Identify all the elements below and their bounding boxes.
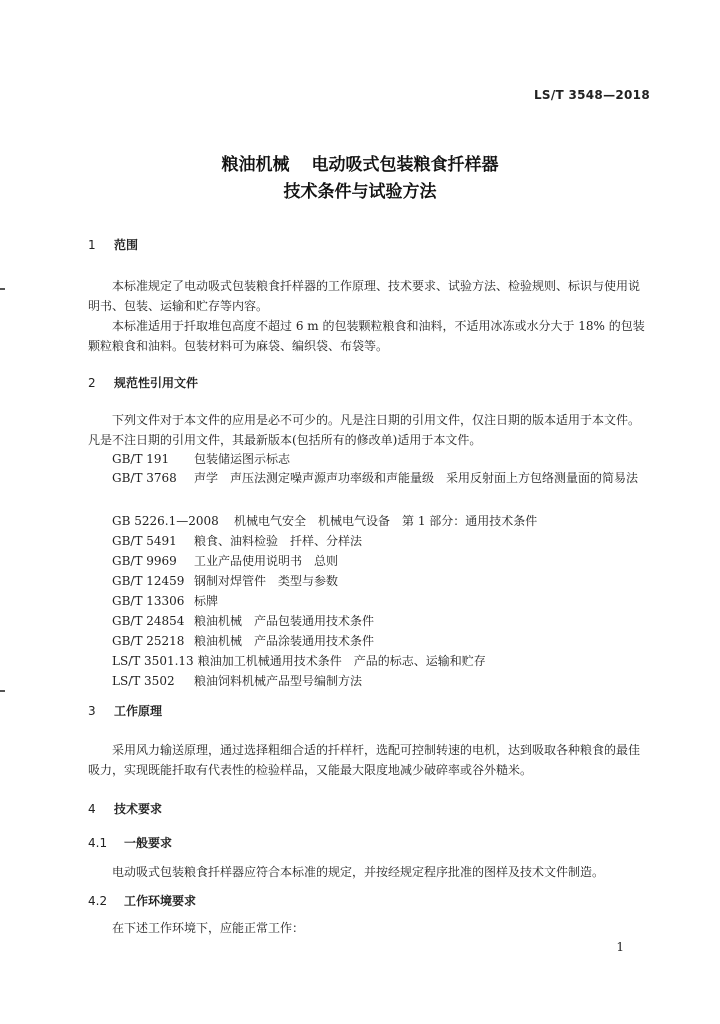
reference-item xyxy=(112,652,486,669)
section-title: 工作环境要求 xyxy=(124,894,197,908)
reference-name: 钢制对焊管件 类型与参数 xyxy=(194,574,339,588)
reference-code: GB/T 25218 xyxy=(112,634,185,648)
section-title: 工作原理 xyxy=(114,704,163,718)
reference-name: 粮食、油料检验 扦样、分样法 xyxy=(194,534,363,548)
section-2-heading xyxy=(88,374,198,391)
reference-code: GB/T 12459 xyxy=(112,574,185,588)
page-number: 1 xyxy=(616,940,624,954)
reference-name: 粮油机械 产品涂装通用技术条件 xyxy=(194,634,375,648)
title-part2: 电动吸式包装粮食扦样器 xyxy=(311,155,499,175)
reference-name: 标牌 xyxy=(194,594,219,608)
section-4-heading xyxy=(88,800,162,817)
reference-name: 工业产品使用说明书 总则 xyxy=(194,554,339,568)
section-title: 规范性引用文件 xyxy=(114,376,199,390)
reference-code: GB/T 3768 xyxy=(112,471,177,485)
reference-name: 粮油机械 产品包装通用技术条件 xyxy=(194,614,375,628)
section-number: 1 xyxy=(88,238,96,252)
reference-code: GB 5226.1—2008 xyxy=(112,514,219,528)
section-number: 2 xyxy=(88,376,96,390)
reference-item xyxy=(88,468,648,488)
section-1-heading xyxy=(88,236,138,253)
reference-code: GB/T 24854 xyxy=(112,614,185,628)
reference-item xyxy=(112,532,362,549)
reference-item xyxy=(112,632,374,649)
section-title: 范围 xyxy=(114,238,139,252)
reference-item xyxy=(112,552,338,569)
document-title-line2: 技术条件与试验方法 xyxy=(283,182,437,202)
reference-code: LS/T 3501.13 xyxy=(112,654,194,668)
reference-item xyxy=(112,612,374,629)
section-2-paragraph-1: 下列文件对于本文件的应用是必不可少的。凡是注日期的引用文件，仅注日期的版本适用于本文件。凡是不注日期的引用文件，其最新版本(包括所有的修改单)适用于本文件。 xyxy=(88,413,641,447)
section-number: 4.1 xyxy=(88,836,108,850)
section-number: 4 xyxy=(88,802,96,816)
section-number: 4.2 xyxy=(88,894,108,908)
standard-code: LS/T 3548—2018 xyxy=(533,88,650,102)
document-title-line1 xyxy=(0,150,720,175)
reference-name: 机械电气安全 机械电气设备 第 1 部分：通用技术条件 xyxy=(234,514,538,528)
title-part1: 粮油机械 xyxy=(221,155,290,175)
section-title: 技术要求 xyxy=(114,802,163,816)
reference-code: GB/T 5491 xyxy=(112,534,177,548)
reference-item xyxy=(112,572,338,589)
section-4-1-paragraph-1: 电动吸式包装粮食扦样器应符合本标准的规定，并按经规定程序批准的图样及技术文件制造。 xyxy=(112,865,605,879)
section-4-2-heading xyxy=(88,892,196,909)
section-number: 3 xyxy=(88,704,96,718)
section-4-1-heading xyxy=(88,834,172,851)
section-title: 一般要求 xyxy=(124,836,173,850)
reference-name: 粮油饲料机械产品型号编制方法 xyxy=(194,674,363,688)
reference-name: 包装储运图示标志 xyxy=(194,452,291,466)
reference-name: 粮油加工机械通用技术条件 产品的标志、运输和贮存 xyxy=(197,654,486,668)
reference-item xyxy=(112,512,537,529)
reference-item xyxy=(112,450,290,467)
reference-item xyxy=(112,592,218,609)
section-3-paragraph-1: 采用风力输送原理，通过选择粗细合适的扦样杆，选配可控制转速的电机，达到吸取各种粮食的最佳吸力，实现既能扦取有代表性的检验样品，又能最大限度地减少破碎率或谷外糙米。 xyxy=(88,743,641,777)
reference-item xyxy=(112,672,362,689)
reference-code: LS/T 3502 xyxy=(112,674,175,688)
section-3-heading xyxy=(88,702,162,719)
section-1-paragraph-2: 本标准适用于扦取堆包高度不超过 6 m 的包装颗粒粮食和油料，不适用冰冻或水分大于 18% 的包装颗粒粮食和油料。包装材料可为麻袋、编织袋、布袋等。 xyxy=(88,319,645,353)
reference-code: GB/T 9969 xyxy=(112,554,177,568)
scan-mark xyxy=(0,690,5,692)
reference-code: GB/T 191 xyxy=(112,452,170,466)
reference-code: GB/T 13306 xyxy=(112,594,185,608)
section-4-2-paragraph-1: 在下述工作环境下，应能正常工作： xyxy=(112,921,305,935)
reference-name: 声学 声压法测定噪声源声功率级和声能量级 采用反射面上方包络测量面的简易法 xyxy=(194,471,639,485)
section-1-paragraph-1: 本标准规定了电动吸式包装粮食扦样器的工作原理、技术要求、试验方法、检验规则、标识与使用说明书、包装、运输和贮存等内容。 xyxy=(88,279,641,313)
scan-mark xyxy=(0,288,5,290)
